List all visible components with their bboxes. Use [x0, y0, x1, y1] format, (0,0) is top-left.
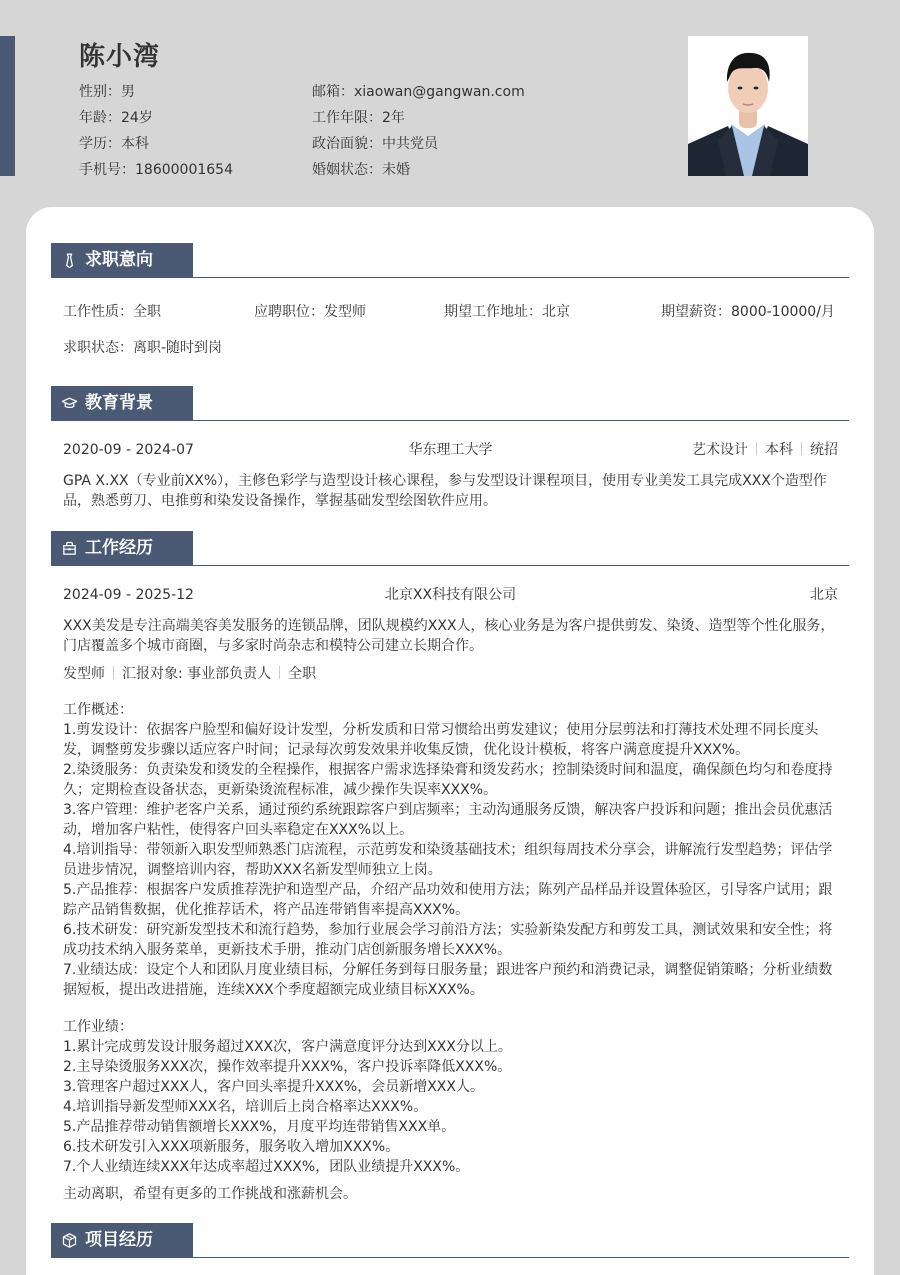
separator [279, 666, 280, 679]
education-school: 华东理工大学 [408, 442, 493, 458]
overview-item: 6.技术研发：研究新发型技术和流行趋势，参加行业展会学习前沿方法；实验新染发配方和剪发工具，测试效果和安全性；将成功技术纳入服务菜单，更新技术手册，推动门店创新服务增长XXX%。 [63, 922, 833, 958]
info-email: 邮箱：xiaowan@gangwan.com [312, 84, 525, 100]
intent-job-type: 工作性质：全职 [63, 304, 161, 320]
avatar-photo [688, 36, 808, 176]
info-age: 年龄：24岁 [79, 110, 153, 126]
section-header-work [51, 531, 849, 566]
work-company: 北京XX科技有限公司 [384, 587, 517, 603]
education-tags: 艺术设计 本科 统招 [692, 442, 838, 458]
work-tags: 发型师 汇报对象: 事业部负责人 全职 [63, 666, 317, 682]
achievement-item: 3.管理客户超过XXX人，客户回头率提升XXX%，会员新增XXX人。 [63, 1079, 484, 1095]
work-overview [63, 700, 839, 1000]
intent-salary: 期望薪资：8000-10000/月 [661, 304, 835, 320]
overview-item: 4.培训指导：带领新入职发型师熟悉门店流程，示范剪发和染烫基础技术；组织每周技术分享会，讲解流行发型趋势；评估学员进步情况，调整培训内容，帮助XXX名新发型师独立上岗。 [63, 842, 833, 878]
work-achievements-title: 工作业绩： [63, 1019, 133, 1035]
overview-item: 2.染烫服务：负责染发和烫发的全程操作，根据客户需求选择染膏和烫发药水；控制染烫时间和温度，确保颜色均匀和卷度持久；定期检查设备状态，更新染烫流程标准，减少操作失误率XXX%。 [63, 762, 833, 798]
basic-info-right [312, 80, 525, 184]
basic-info-left [79, 80, 233, 184]
achievement-item: 7.个人业绩连续XXX年达成率超过XXX%，团队业绩提升XXX%。 [63, 1159, 470, 1175]
section-tab-work: 工作经历 [51, 531, 193, 565]
achievement-item: 4.培训指导新发型师XXX名，培训后上岗合格率达XXX%。 [63, 1099, 428, 1115]
separator [756, 442, 757, 455]
leave-reason: 主动离职，希望有更多的工作挑战和涨薪机会。 [63, 1186, 357, 1202]
overview-item: 1.剪发设计：依据客户脸型和偏好设计发型，分析发质和日常习惯给出剪发建议；使用分层剪法和打薄技术处理不同长度头发，调整剪发步骤以适应客户时间；记录每次剪发效果并收集反馈，优化设计模板，将客户满意度提升XXX%。 [63, 722, 819, 758]
achievement-item: 2.主导染烫服务XXX次，操作效率提升XXX%，客户投诉率降低XXX%。 [63, 1059, 512, 1075]
achievement-item: 5.产品推荐带动销售额增长XXX%，月度平均连带销售XXX单。 [63, 1119, 456, 1135]
work-row [63, 585, 838, 605]
section-header-education [51, 386, 849, 421]
separator [113, 666, 114, 679]
section-tab-projects: 项目经历 [51, 1223, 193, 1257]
education-row [63, 440, 838, 460]
work-achievements [63, 1017, 839, 1177]
education-period: 2020-09 - 2024-07 [63, 442, 194, 458]
info-phone: 手机号：18600001654 [79, 162, 233, 178]
overview-item: 7.业绩达成：设定个人和团队月度业绩目标，分解任务到每日服务量；跟进客户预约和消费记录，调整促销策略；分析业绩数据短板，提出改进措施，连续XXX个季度超额完成业绩目标XXX%。 [63, 962, 833, 998]
intent-status: 求职状态：离职-随时到岗 [63, 340, 223, 356]
overview-item: 3.客户管理：维护老客户关系，通过预约系统跟踪客户到店频率；主动沟通服务反馈，解决客户投诉和问题；推出会员优惠活动，增加客户粘性，使得客户回头率稳定在XXX%以上。 [63, 802, 833, 838]
section-tab-education: 教育背景 [51, 386, 193, 420]
info-gender: 性别：男 [79, 84, 135, 100]
candidate-name: 陈小湾 [79, 42, 161, 72]
info-experience-years: 工作年限：2年 [312, 110, 405, 126]
info-degree: 学历：本科 [79, 136, 149, 152]
section-tab-intent: 求职意向 [51, 243, 193, 277]
separator [801, 442, 802, 455]
achievement-item: 6.技术研发引入XXX项新服务，服务收入增加XXX%。 [63, 1139, 400, 1155]
education-description: GPA X.XX（专业前XX%），主修色彩学与造型设计核心课程，参与发型设计课程项目，使用专业美发工具完成XXX个造型作品，熟悉剪刀、电推剪和染发设备操作，掌握基础发型绘图软件应用。 [63, 473, 827, 509]
work-period: 2024-09 - 2025-12 [63, 587, 194, 603]
work-location: 北京 [810, 587, 838, 603]
graduation-cap-icon [61, 395, 78, 412]
achievement-item: 1.累计完成剪发设计服务超过XXX次，客户满意度评分达到XXX分以上。 [63, 1039, 512, 1055]
company-description: XXX美发是专注高端美容美发服务的连锁品牌，团队规模约XXX人，核心业务是为客户提供剪发、染烫、造型等个性化服务，门店覆盖多个城市商圈，与多家时尚杂志和模特公司建立长期合作。 [63, 618, 835, 654]
intent-position: 应聘职位：发型师 [254, 304, 366, 320]
intent-location: 期望工作地址：北京 [444, 304, 570, 320]
overview-item: 5.产品推荐：根据客户发质推荐洗护和造型产品，介绍产品功效和使用方法；陈列产品样品并设置体验区，引导客户试用；跟踪产品销售数据，优化推荐话术，将产品连带销售率提高XXX%。 [63, 882, 833, 918]
accent-bar [0, 36, 15, 176]
cube-icon [61, 1232, 78, 1249]
resume-card [26, 207, 874, 1275]
section-header-intent [51, 243, 849, 278]
briefcase-icon [61, 540, 78, 557]
section-header-projects [51, 1223, 849, 1258]
tie-icon [61, 252, 78, 269]
info-marital-status: 婚姻状态：未婚 [312, 162, 410, 178]
info-political-status: 政治面貌：中共党员 [312, 136, 438, 152]
work-overview-title: 工作概述： [63, 702, 133, 718]
person-portrait-icon [688, 36, 808, 176]
